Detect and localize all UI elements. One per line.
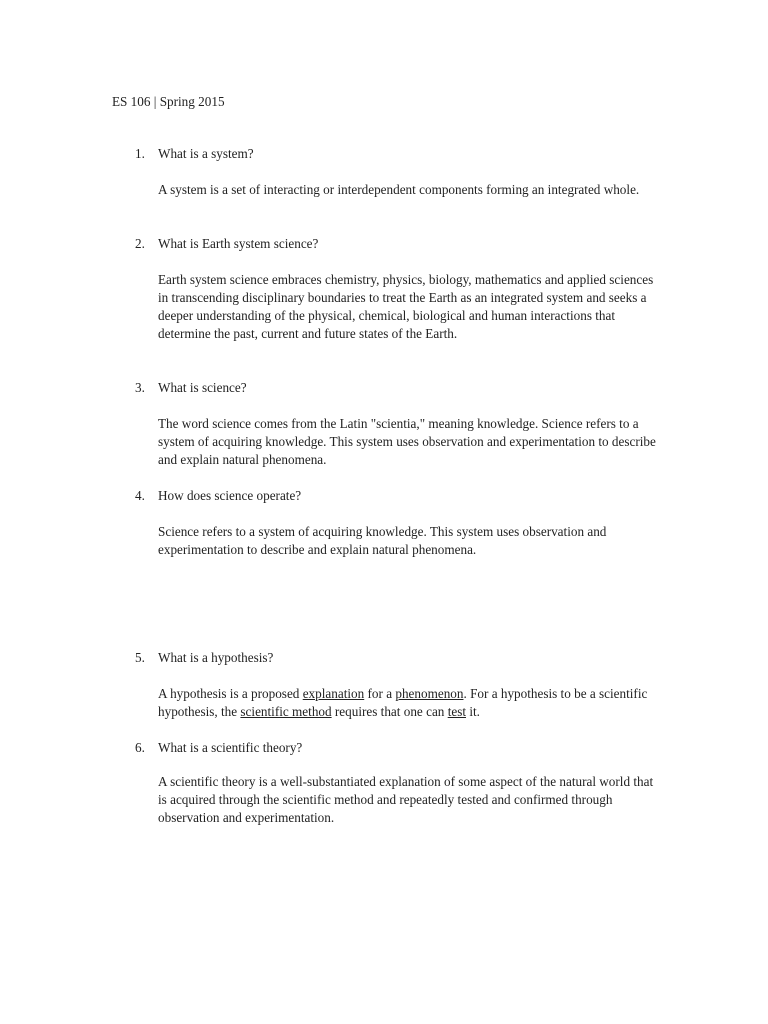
answer-text: Earth system science embraces chemistry, physics, biology, mathematics and applied sciences in transcending disciplinary boundaries to treat the Earth as an integrated system and seeks a deeper understanding of the physical, chemical, biological and human interactions that determine the past, current and future states of the Earth. xyxy=(158,272,654,341)
answer-fragment: A hypothesis is a proposed xyxy=(158,686,303,701)
question-number: 4. xyxy=(135,488,145,503)
question-text: What is a scientific theory? xyxy=(158,740,303,755)
question-text: What is Earth system science? xyxy=(158,236,319,251)
answer-fragment: requires that one can xyxy=(331,704,448,719)
question-number: 2. xyxy=(135,236,145,251)
link-phenomenon[interactable]: phenomenon xyxy=(395,686,464,701)
answer-fragment: . For a hypothesis to be a scientific hypothesis, the xyxy=(158,686,648,719)
answer-text: A system is a set of interacting or interdependent components forming an integrated whole. xyxy=(158,182,640,197)
course-header: ES 106 | Spring 2015 xyxy=(112,94,225,109)
question-text: How does science operate? xyxy=(158,488,302,503)
link-test[interactable]: test xyxy=(447,704,467,719)
question-text: What is a system? xyxy=(158,146,254,161)
question-number: 1. xyxy=(135,146,145,161)
answer-text-rich xyxy=(158,685,658,721)
answer-fragment: it. xyxy=(466,704,480,719)
question-number: 6. xyxy=(135,740,145,755)
answer-text: The word science comes from the Latin "scientia," meaning knowledge. Science refers to a system of acquiring knowledge. This system uses observation and experimentation to describe and explain natural phenomena. xyxy=(158,416,656,467)
question-number: 5. xyxy=(135,650,145,665)
answer-text: A scientific theory is a well-substantiated explanation of some aspect of the natural world that is acquired through the scientific method and repeatedly tested and confirmed through observation and experimentation. xyxy=(158,774,654,825)
question-text: What is science? xyxy=(158,380,247,395)
question-number: 3. xyxy=(135,380,145,395)
answer-text: Science refers to a system of acquiring knowledge. This system uses observation and experimentation to describe and explain natural phenomena. xyxy=(158,524,607,557)
link-explanation[interactable]: explanation xyxy=(302,686,365,701)
link-scientific-method[interactable]: scientific method xyxy=(240,704,332,719)
answer-fragment: for a xyxy=(364,686,396,701)
question-text: What is a hypothesis? xyxy=(158,650,274,665)
